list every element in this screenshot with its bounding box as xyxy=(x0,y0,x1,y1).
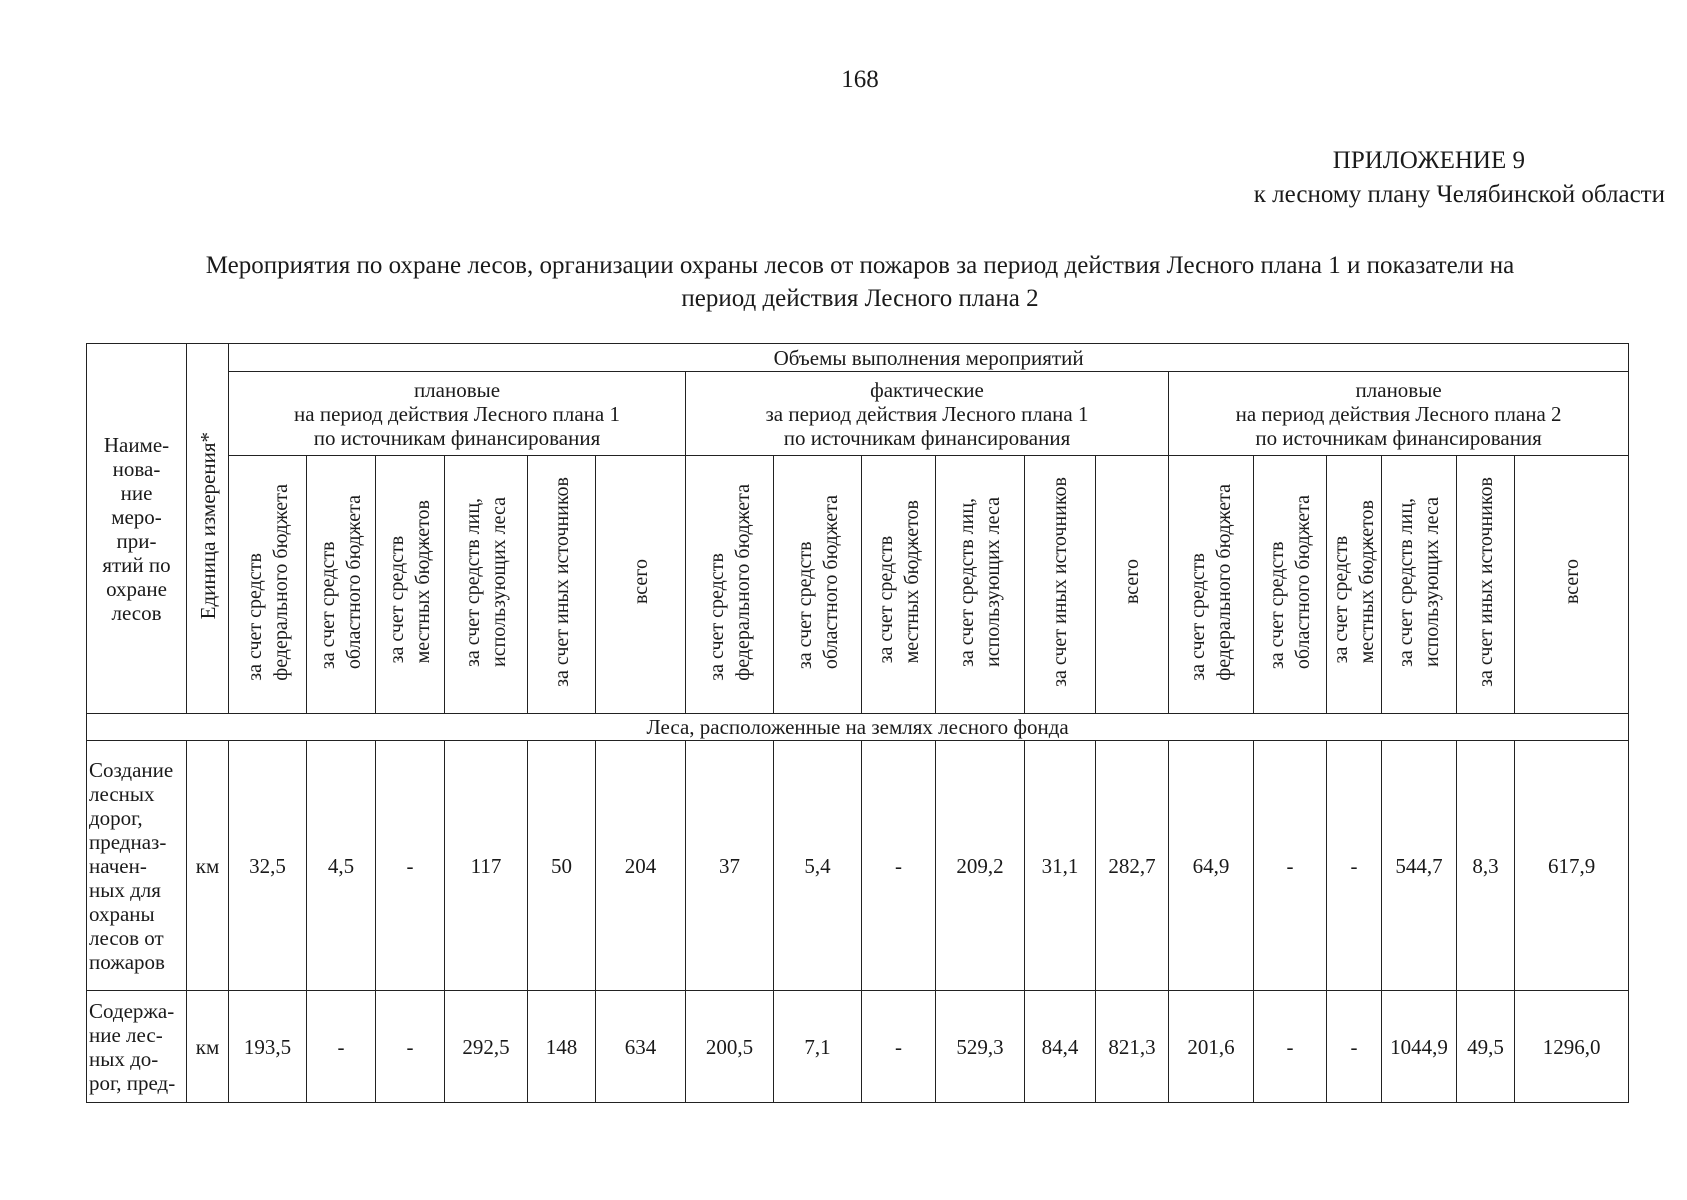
header-group-2 xyxy=(686,372,1169,456)
value-cell: 50 xyxy=(528,741,596,991)
value-cell: 7,1 xyxy=(774,991,862,1103)
header-subcolumn-text: за счет средств местных бюджетов xyxy=(1330,500,1378,664)
header-group-2-line3: по источникам финансирования xyxy=(783,425,1071,450)
document-title-line1: Мероприятия по охране лесов, организации охраны лесов от пожаров за период действия Лесного плана 1 и показатели на xyxy=(205,252,1515,279)
value-cell: 64,9 xyxy=(1169,741,1254,991)
header-group-3-line3: по источникам финансирования xyxy=(1255,425,1542,450)
appendix-subtitle: к лесному плану Челябинской области xyxy=(1253,181,1665,208)
header-subcolumn-g3-1 xyxy=(1169,456,1254,714)
header-subcolumn-text: за счет средств областного бюджета xyxy=(793,494,842,670)
header-subcolumn-g1-2 xyxy=(307,456,376,714)
header-subcolumn-text: за счет иных источников xyxy=(1474,477,1497,687)
activity-name-text: Содержа- ние лес- ных до- рог, пред- xyxy=(89,998,176,1095)
header-subcolumn-g1-6 xyxy=(596,456,686,714)
value-cell: 4,5 xyxy=(307,741,376,991)
header-subcolumn-text: за счет средств лиц, использующих леса xyxy=(462,497,510,667)
header-group-1-line1: плановые xyxy=(413,377,501,402)
unit-cell: км xyxy=(187,991,229,1103)
header-unit-text: Единица измерения* xyxy=(195,432,220,620)
value-cell: - xyxy=(1327,741,1382,991)
header-subcolumn-text: за счет средств федерального бюджета xyxy=(705,483,754,681)
appendix-label: ПРИЛОЖЕНИЕ 9 xyxy=(1332,147,1525,174)
header-group-3-line1: плановые xyxy=(1355,377,1442,402)
document-title xyxy=(100,249,1620,315)
header-subcolumn-text: всего xyxy=(1560,559,1583,605)
activity-name-text: Создание лесных дорог, предназ- начен- ных для охраны лесов от пожаров xyxy=(89,757,174,974)
value-cell: 37 xyxy=(686,741,774,991)
header-subcolumn-g3-2 xyxy=(1254,456,1327,714)
value-cell: 117 xyxy=(445,741,528,991)
header-subcolumn-text: за счет средств областного бюджета xyxy=(317,494,365,670)
header-subcolumn-text: за счет средств лиц, использующих леса xyxy=(1395,497,1443,667)
value-cell: - xyxy=(1254,991,1327,1103)
value-cell: 204 xyxy=(596,741,686,991)
header-subcolumn-text: за счет средств лиц, использующих леса xyxy=(956,497,1004,667)
header-subcolumn-text: за счет иных источников xyxy=(1049,477,1071,687)
value-cell: 634 xyxy=(596,991,686,1103)
value-cell: 529,3 xyxy=(936,991,1025,1103)
header-subcolumn-g1-5 xyxy=(528,456,596,714)
header-group-2-line2: за период действия Лесного плана 1 xyxy=(765,401,1089,426)
header-group-3 xyxy=(1169,372,1629,456)
appendix-header xyxy=(1254,144,1665,212)
header-subcolumn-text: за счет средств областного бюджета xyxy=(1266,494,1314,670)
value-cell: 200,5 xyxy=(686,991,774,1103)
table-row xyxy=(87,741,1629,991)
header-subcolumn-text: всего xyxy=(629,559,652,605)
header-group-1-line3: по источникам финансирования xyxy=(313,425,601,450)
activity-name xyxy=(87,741,187,991)
header-subcolumn-g3-5 xyxy=(1457,456,1515,714)
header-subcolumn-g1-4 xyxy=(445,456,528,714)
value-cell: - xyxy=(376,991,445,1103)
header-subcolumn-text: за счет иных источников xyxy=(550,477,573,687)
unit-cell: км xyxy=(187,741,229,991)
value-cell: 49,5 xyxy=(1457,991,1515,1103)
header-subcolumn-g1-1 xyxy=(229,456,307,714)
section-forest-fund: Леса, расположенные на землях лесного фонда xyxy=(87,714,1629,741)
header-subcolumn-text: всего xyxy=(1121,559,1143,605)
header-activity-name-text: Наиме- нова- ние меро- при- ятий по охране лесов xyxy=(102,432,171,625)
header-subcolumn-text: за счет средств федерального бюджета xyxy=(243,483,292,681)
header-volumes: Объемы выполнения мероприятий xyxy=(229,344,1629,372)
value-cell: 84,4 xyxy=(1025,991,1096,1103)
value-cell: 1296,0 xyxy=(1515,991,1629,1103)
table-row xyxy=(87,991,1629,1103)
document-title-line2: период действия Лесного плана 2 xyxy=(681,285,1039,312)
value-cell: 292,5 xyxy=(445,991,528,1103)
header-subcolumn-text: за счет средств местных бюджетов xyxy=(874,500,923,664)
header-subcolumn-g2-5 xyxy=(1025,456,1096,714)
value-cell: 201,6 xyxy=(1169,991,1254,1103)
header-subcolumn-g3-4 xyxy=(1382,456,1457,714)
header-group-2-line1: фактические xyxy=(870,377,984,402)
header-activity-name xyxy=(87,344,187,714)
header-unit xyxy=(187,344,229,714)
header-group-3-line2: на период действия Лесного плана 2 xyxy=(1235,401,1562,426)
value-cell: 544,7 xyxy=(1382,741,1457,991)
page-number: 168 xyxy=(841,66,879,93)
activity-name xyxy=(87,991,187,1103)
value-cell: 8,3 xyxy=(1457,741,1515,991)
value-cell: - xyxy=(862,741,936,991)
value-cell: 148 xyxy=(528,991,596,1103)
header-subcolumn-g1-3 xyxy=(376,456,445,714)
header-subcolumn-g2-1 xyxy=(686,456,774,714)
value-cell: 282,7 xyxy=(1096,741,1169,991)
value-cell: 209,2 xyxy=(936,741,1025,991)
header-subcolumn-g2-3 xyxy=(862,456,936,714)
header-subcolumn-g3-3 xyxy=(1327,456,1382,714)
header-subcolumn-g2-2 xyxy=(774,456,862,714)
activities-table xyxy=(86,343,1629,1103)
value-cell: 32,5 xyxy=(229,741,307,991)
value-cell: - xyxy=(307,991,376,1103)
value-cell: - xyxy=(862,991,936,1103)
header-group-1 xyxy=(229,372,686,456)
value-cell: - xyxy=(376,741,445,991)
header-subcolumn-text: за счет средств федерального бюджета xyxy=(1187,483,1235,681)
value-cell: 31,1 xyxy=(1025,741,1096,991)
header-subcolumn-g3-6 xyxy=(1515,456,1629,714)
header-subcolumn-text: за счет средств местных бюджетов xyxy=(386,500,434,664)
header-group-1-line2: на период действия Лесного плана 1 xyxy=(294,401,620,426)
value-cell: 1044,9 xyxy=(1382,991,1457,1103)
value-cell: 821,3 xyxy=(1096,991,1169,1103)
header-subcolumn-g2-6 xyxy=(1096,456,1169,714)
value-cell: 193,5 xyxy=(229,991,307,1103)
header-subcolumn-g2-4 xyxy=(936,456,1025,714)
value-cell: 5,4 xyxy=(774,741,862,991)
value-cell: - xyxy=(1327,991,1382,1103)
value-cell: 617,9 xyxy=(1515,741,1629,991)
value-cell: - xyxy=(1254,741,1327,991)
